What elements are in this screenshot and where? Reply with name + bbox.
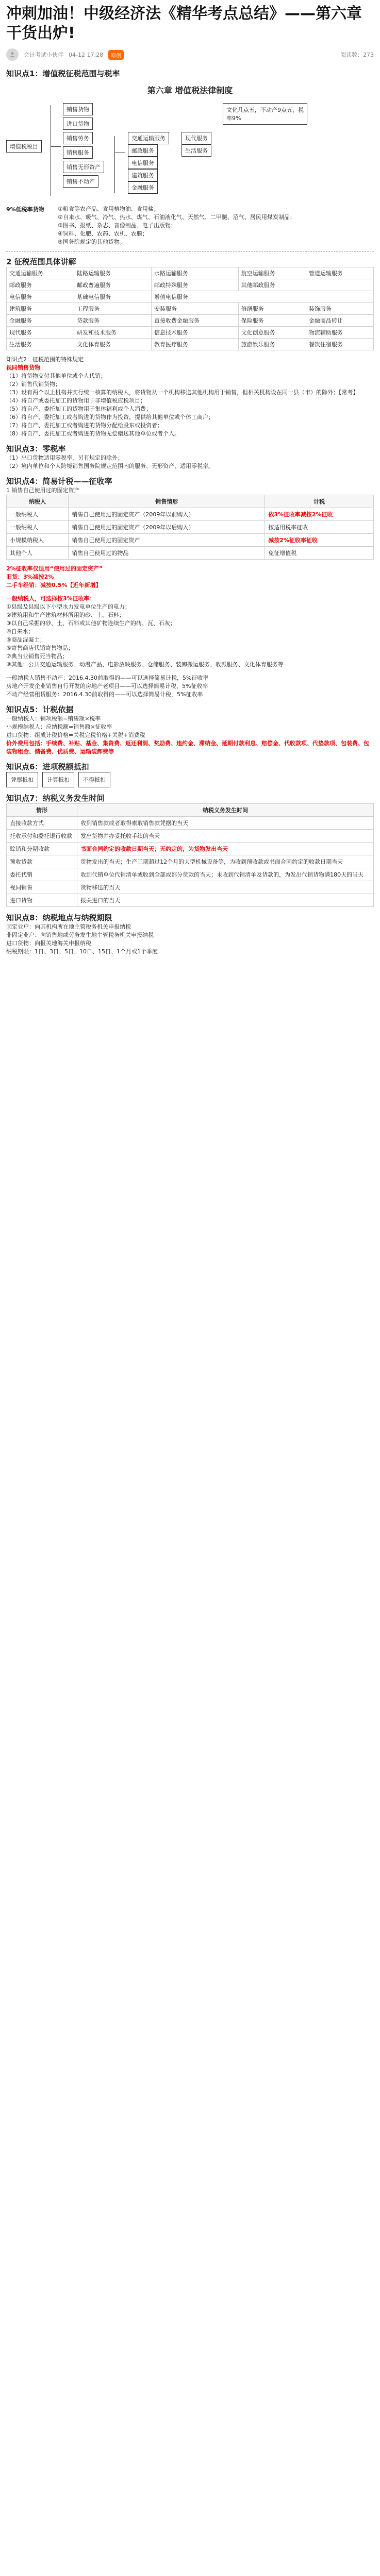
k2-cell-3-1: 工程服务 (74, 303, 152, 315)
service-5-text: 现代服务 (185, 135, 208, 142)
k5-item-2: 进口货物：组成计税价格=关税完税价格+关税+消费税 (6, 732, 145, 738)
k1-diagram (6, 99, 374, 202)
item-1-text: 进口货物 (67, 121, 89, 127)
k2-cell-2-2: 增值电信服务 (152, 291, 374, 303)
k4-red-notes (6, 565, 374, 590)
root-text: 增值税税目 (10, 143, 38, 150)
k2-cell-5-1: 研发和技术服务 (74, 327, 152, 339)
chapter-title: 第六章 增值税法律制度 (147, 86, 233, 95)
k2-notes (6, 356, 374, 438)
item-2 (63, 132, 93, 144)
k8-block (6, 923, 374, 956)
k1-line-4: ⑤国务院规定的其他货物。 (58, 239, 125, 245)
k4-cell-2-0: 小规模纳税人 (7, 534, 69, 547)
k1-line-3: ④饲料、化肥、农药、农机、农膜； (58, 230, 148, 237)
k4-table (6, 495, 374, 560)
k4-cell-0-2: 依3%征收率减按2%征收 (265, 508, 374, 521)
k2-cell-4-1: 贷款服务 (74, 315, 152, 327)
k2-note-1: 视同销售货物 (6, 364, 40, 371)
k4-cell-1-1: 销售自己使用过的固定资产（2009年以后购入） (69, 521, 265, 534)
k4-list-5: ⑤商品混凝土； (6, 636, 45, 643)
k2-table-el (6, 267, 374, 350)
k2-cell-4-0: 金融服务 (7, 315, 74, 327)
k4-red-2: 二手车经销：减按0.5%【近年新增】 (6, 582, 102, 588)
k2-note-6: （5）将自产、委托加工的货物用于集体福利或个人消费； (6, 406, 152, 412)
k2-cell-4-4: 金融商品转让 (306, 315, 373, 327)
footer-space (6, 961, 374, 1023)
k7-cell-6-1: 报关进口的当天 (77, 894, 374, 907)
k2-note-4: （3）设有两个以上机构并实行统一核算的纳税人，将货物从一个机构移送其他机构用于销售，但相关机构设在同一县（市）的除外；【常考】 (6, 389, 359, 396)
k7-cell-3-0: 预收货款 (7, 855, 77, 868)
k4-cell-0-1: 销售自己使用过的固定资产（2009年以前购入） (69, 508, 265, 521)
k6-flow (6, 772, 374, 787)
item-3-text: 销售服务 (67, 149, 89, 156)
service-4-text: 金融服务 (131, 184, 154, 191)
k2-cell-0-0: 交通运输服务 (7, 267, 74, 279)
k4-list-1: ①县级及县级以下小型水力发电单位生产的电力； (6, 603, 130, 610)
k4-row-2 (7, 534, 374, 547)
k2-cell-0-4: 管道运输服务 (306, 267, 373, 279)
k1-line-2: ③图书、报纸、杂志、音像制品、电子出版物； (58, 222, 176, 229)
k4-list-3: ③以自己采掘的砂、土、石料或其他矿物连续生产的砖、瓦、石灰； (6, 620, 176, 627)
k6-title: 知识点6：进项税额抵扣 (6, 762, 89, 771)
k1-side-label: 9%低税率货物 (6, 206, 44, 213)
k6-flow-2: 不得抵扣 (78, 772, 110, 787)
read-count: 阅读数：273 (340, 52, 374, 58)
k4-list-2: ②建筑用和生产建筑材料所用的砂、土、石料； (6, 612, 125, 618)
k4-row-1 (7, 521, 374, 534)
k2-cell-5-0: 现代服务 (7, 327, 74, 339)
k5-title: 知识点5：计税依据 (6, 705, 74, 714)
k2-cell-2-1: 基础电信服务 (74, 291, 152, 303)
k2-note-5: （4）将自产或委托加工的货物用于非增值税应税项目； (6, 397, 146, 404)
item-3 (63, 146, 93, 159)
k6-flow-1: 计算抵扣 (42, 772, 74, 787)
k5-item-1: 小规模纳税人：应纳税额=销售额×征收率 (6, 723, 112, 730)
k5-item-0: 一般纳税人：销项税额=销售额×税率 (6, 715, 101, 722)
k6-flow-row (6, 772, 374, 787)
k2-title: 2 征税范围具体讲解 (6, 257, 76, 266)
k2-row-6 (7, 339, 374, 350)
service-3 (128, 169, 158, 181)
k7-row-3 (7, 855, 374, 868)
item-5 (63, 175, 98, 188)
k4-cell-2-2: 减按2%征收率征收 (265, 534, 374, 547)
k4-th-2: 计税 (265, 495, 374, 508)
k2-note-9: （8）将自产、委托加工或者购进的货物无偿赠送其他单位或者个人。 (6, 430, 180, 437)
k7-row-4 (7, 868, 374, 881)
k2-row-1 (7, 279, 374, 291)
k7-title: 知识点7：纳税义务发生时间 (6, 794, 105, 803)
original-badge: 原创 (108, 50, 124, 60)
k4-list-6: ⑥寄售商店代销寄售物品； (6, 645, 74, 651)
k8-line-0: 固定业户：向其机构所在地主管税务机关申报纳税 (6, 923, 131, 930)
service-2 (128, 157, 158, 169)
k4-list-0: 一般纳税人，可选择按3%征收率： (6, 595, 95, 602)
k2-cell-4-2: 直接收费金融服务 (152, 315, 239, 327)
k7-cell-1-0: 托收承付和委托银行收款 (7, 830, 77, 843)
k7-row-5 (7, 881, 374, 894)
k4-small-1: 房地产开发企业销售自行开发的房地产老项目——可以选择简易计税，5%征收率 (6, 683, 208, 689)
service-6-text: 生活服务 (185, 147, 208, 154)
service-5 (181, 132, 211, 144)
k2-note-3: （2）销售代销货物； (6, 381, 61, 388)
k7-table (6, 803, 374, 907)
k7-cell-1-1: 发出货物并办妥托收手续的当天 (77, 830, 374, 843)
k4-list-8: ⑧其他：公共交通运输服务、动漫产品、电影放映服务、仓储服务、装卸搬运服务、收派服务、文化体育服务等 (6, 661, 284, 668)
k2-cell-0-3: 航空运输服务 (238, 267, 306, 279)
k2-cell-1-2: 邮政特殊服务 (152, 279, 239, 291)
root-box (6, 140, 42, 153)
k2-cell-6-0: 生活服务 (7, 339, 74, 350)
k4-table-block (6, 495, 374, 560)
k7-cell-0-1: 收到销售款或者取得索取销售款凭据的当天 (77, 817, 374, 830)
k4-cell-1-0: 一般纳税人 (7, 521, 69, 534)
k2-note-2: （1）将货物交付其他单位或个人代销； (6, 373, 106, 379)
k4-sub: 1 销售自己使用过的固定资产 (6, 487, 80, 494)
article-header (6, 4, 374, 43)
k7-row-2 (7, 843, 374, 855)
k7-th-0: 情形 (7, 804, 77, 817)
service-3-text: 建筑服务 (131, 172, 154, 179)
k4-title: 知识点4：简易计税——征收率 (6, 477, 112, 486)
k2-cell-4-3: 保险服务 (238, 315, 306, 327)
k4-cell-3-1: 销售自己使用过的物品 (69, 547, 265, 560)
k4-list-7: ⑦典当业销售死当物品； (6, 653, 68, 660)
page-title: 冲刺加油！中级经济法《精华考点总结》——第六章干货出炉! (6, 5, 362, 42)
k4-cell-2-1: 销售自己使用过的固定资产 (69, 534, 265, 547)
k2-cell-3-4: 装饰服务 (306, 303, 373, 315)
k2-cell-3-0: 建筑服务 (7, 303, 74, 315)
k2-cell-5-4: 物流辅助服务 (306, 327, 373, 339)
k4-red-1: 旧货：3%减按2% (6, 574, 54, 580)
k7-cell-5-1: 货物移送的当天 (77, 881, 374, 894)
k1-title: 知识点1：增值税征税范围与税率 (6, 69, 120, 78)
k7-cell-3-1: 货物发出的当天；生产工期超过12个月的大型机械设备等，为收到预收款或书面合同约定的收款日期当天 (77, 855, 374, 868)
k4-small (6, 674, 374, 699)
k5-block (6, 715, 374, 756)
k1-line-0: ①粮食等农产品、食用植物油、食用盐； (58, 206, 159, 212)
service-1-text: 邮政服务 (131, 147, 154, 154)
k2-cell-6-4: 餐饮住宿服务 (306, 339, 373, 350)
k7-row-1 (7, 830, 374, 843)
k2-row-5 (7, 327, 374, 339)
k7-cell-6-0: 进口货物 (7, 894, 77, 907)
k3-title: 知识点3：零税率 (6, 444, 66, 453)
k2-cell-6-3: 旅游娱乐服务 (238, 339, 306, 350)
k8-line-2: 进口货物：向报关地海关申报纳税 (6, 940, 91, 947)
k1-callout (223, 103, 307, 125)
k3-line-1: （2）境内单位和个人跨境销售国务院规定范围内的服务、无形资产，适用零税率。 (6, 463, 214, 469)
user-icon (9, 51, 16, 58)
service-1 (128, 144, 158, 157)
k1-list-block (6, 205, 374, 246)
k2-cell-2-0: 电信服务 (7, 291, 74, 303)
k4-cell-0-0: 一般纳税人 (7, 508, 69, 521)
author-name[interactable]: 会计考试小伙伴 (24, 52, 63, 58)
k4-list (6, 595, 374, 669)
k7-th-1: 纳税义务发生时间 (77, 804, 374, 817)
author-meta (6, 47, 374, 62)
k4-th-0: 纳税人 (7, 495, 69, 508)
k2-cell-3-3: 修缮服务 (238, 303, 306, 315)
k8-title: 知识点8：纳税地点与纳税期限 (6, 913, 112, 922)
item-0-text: 销售货物 (67, 106, 89, 113)
divider (6, 251, 374, 252)
k2-cell-6-1: 文化体育服务 (74, 339, 152, 350)
k7-cell-2-1: 书面合同约定的收款日期当天；无约定的，为货物发出当天 (77, 843, 374, 855)
k2-row-3 (7, 303, 374, 315)
k7-row-6 (7, 894, 374, 907)
k8-line-1: 非固定业户：向销售地或劳务发生地主管税务机关申报纳税 (6, 932, 154, 938)
service-2-text: 电信服务 (131, 160, 154, 166)
k7-cell-5-0: 视同销售 (7, 881, 77, 894)
k4-small-2: 不动产经营租赁服务：2016.4.30前取得的——可以选择简易计税，5%征收率 (6, 691, 203, 698)
k2-cell-6-2: 教育医疗服务 (152, 339, 239, 350)
k7-cell-4-1: 收到代销单位代销清单或收到全部或部分货款的当天；未收到代销清单及货款的，为发出代销货物满180天的当天 (77, 868, 374, 881)
service-4 (128, 181, 158, 194)
item-5-text: 销售不动产 (67, 178, 95, 185)
k2-cell-1-3: 其他邮政服务 (238, 279, 373, 291)
avatar[interactable] (6, 48, 19, 61)
k2-cell-0-1: 陆路运输服务 (74, 267, 152, 279)
k2-note-8: （7）将自产、委托加工或者购进的货物分配给股东或投资者； (6, 422, 163, 429)
item-1 (63, 117, 93, 130)
k5-red: 价外费用包括：手续费、补贴、基金、集资费、返还利润、奖励费、违约金、滞纳金、延期付款利息、赔偿金、代收款项、代垫款项、包装费、包装物租金、储备费、优质费、运输装卸费等 (6, 740, 369, 755)
k2-cell-0-2: 水路运输服务 (152, 267, 239, 279)
k2-row-4 (7, 315, 374, 327)
k7-table-block (6, 803, 374, 907)
k6-flow-0: 凭票抵扣 (6, 772, 38, 787)
k4-row-0 (7, 508, 374, 521)
k2-note-7: （6）将自产、委托加工或者购进的货物作为投资，提供给其他单位或个体工商户； (6, 414, 214, 420)
k1-callout-text: 文化几点五，不动产9点五，税率9% (226, 107, 304, 122)
k2-note-0: 知识点2：征税范围的特殊规定 (6, 356, 84, 363)
k2-cell-1-1: 邮政普遍服务 (74, 279, 152, 291)
k4-small-0: 一般纳税人销售不动产：2016.4.30前取得的——可以选择简易计税，5%征收率 (6, 675, 209, 681)
k4-row-3 (7, 547, 374, 560)
k7-row-0 (7, 817, 374, 830)
k7-cell-2-0: 赊销和分期收款 (7, 843, 77, 855)
article-body (6, 68, 374, 2567)
k4-cell-3-0: 其他个人 (7, 547, 69, 560)
item-4 (63, 161, 104, 173)
k4-cell-1-2: 按适用税率征收 (265, 521, 374, 534)
k3-block (6, 454, 374, 470)
k4-list-4: ④自来水； (6, 628, 34, 635)
k2-row-2 (7, 291, 374, 303)
k2-table (6, 267, 374, 350)
item-2-text: 销售劳务 (67, 135, 89, 142)
k7-cell-0-0: 直接收款方式 (7, 817, 77, 830)
k1-line-1: ②自来水、暖气、冷气、热水、煤气、石油液化气、天然气、二甲醚、沼气、居民用煤炭制品； (58, 214, 295, 221)
k2-row-0 (7, 267, 374, 279)
service-6 (181, 144, 211, 157)
service-0 (128, 132, 169, 144)
k4-cell-3-2: 免征增值税 (265, 547, 374, 560)
k8-line-3: 纳税期限：1日、3日、5日、10日、15日、1个月或1个季度 (6, 948, 158, 955)
k2-cell-5-2: 信息技术服务 (152, 327, 239, 339)
k3-line-0: （1）出口货物适用零税率，另有规定的除外； (6, 454, 123, 461)
publish-time: 04-12 17:28 (69, 51, 104, 58)
k4-red-0: 2%征收率仅适用“使用过的固定资产” (6, 565, 103, 572)
service-0-text: 交通运输服务 (131, 135, 166, 142)
k2-cell-3-2: 安装服务 (152, 303, 239, 315)
k4-th-1: 销售情形 (69, 495, 265, 508)
item-0 (63, 103, 93, 115)
k2-cell-1-0: 邮政服务 (7, 279, 74, 291)
k7-cell-4-0: 委托代销 (7, 868, 77, 881)
k2-cell-5-3: 文化创意服务 (238, 327, 306, 339)
item-4-text: 销售无形资产 (67, 164, 101, 171)
